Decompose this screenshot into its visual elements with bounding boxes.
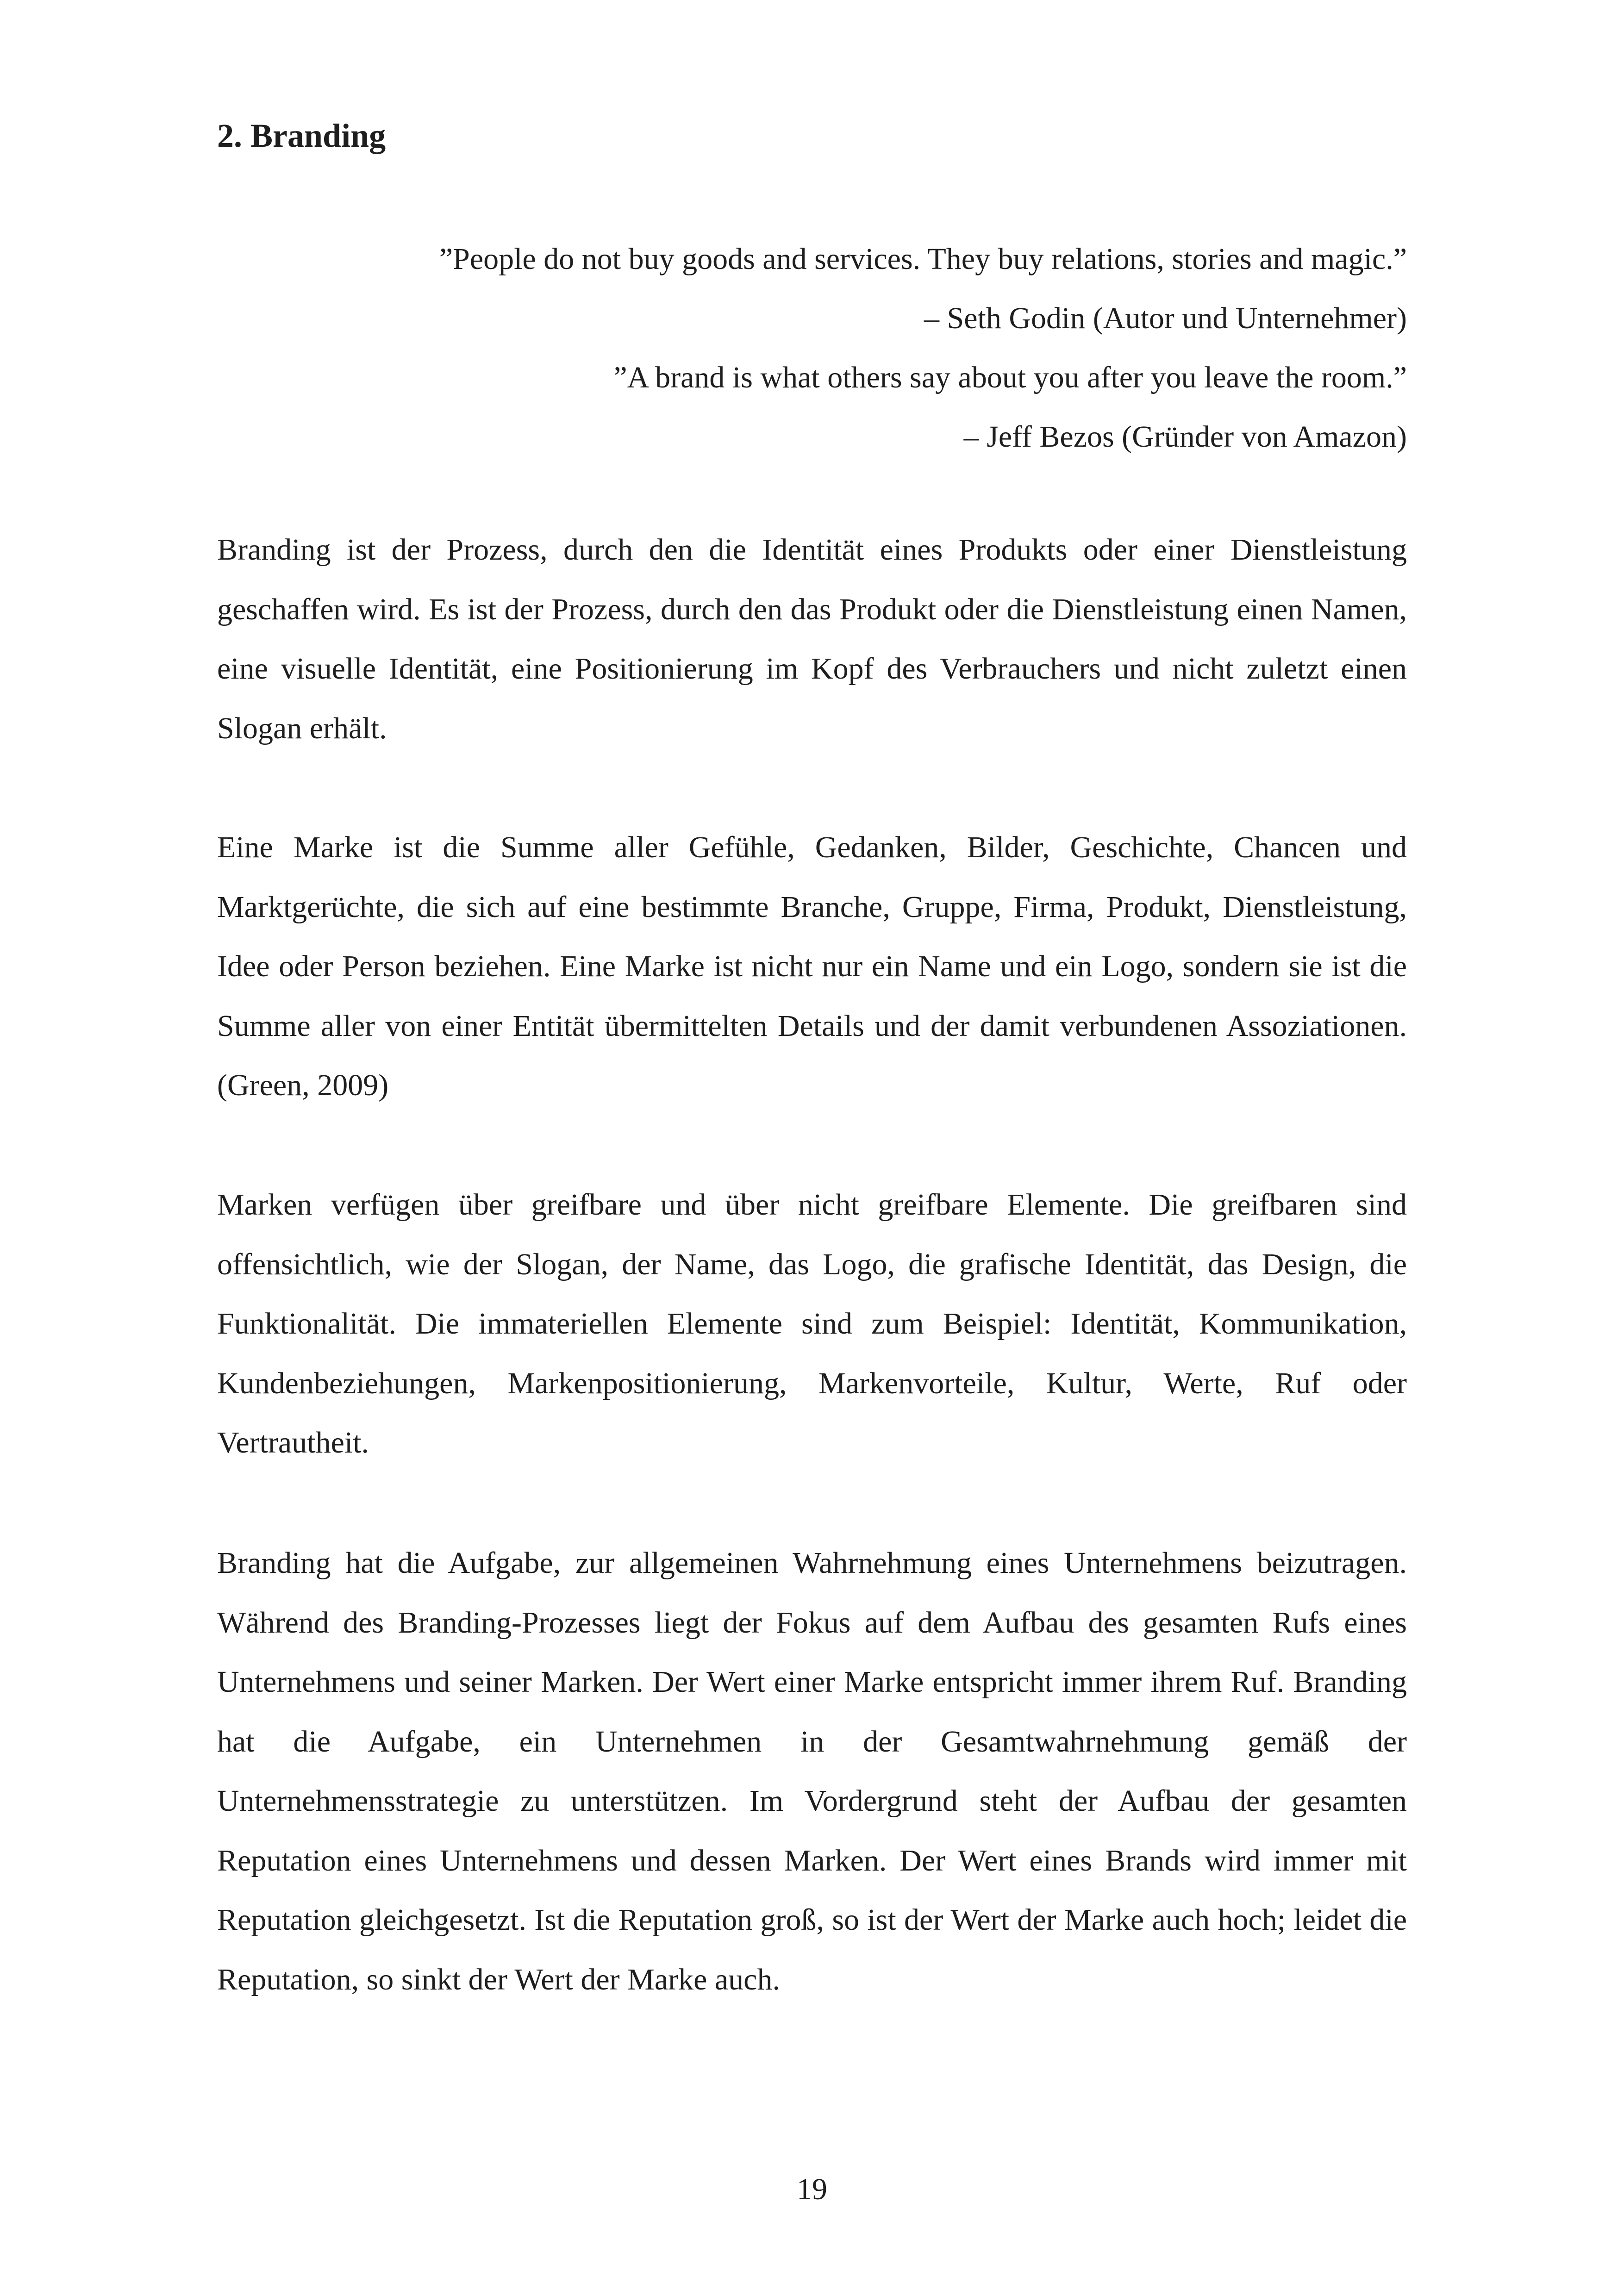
body-paragraph: Branding ist der Prozess, durch den die Identität eines Produkts oder einer Dienstleistung geschaffen wird. Es ist der Prozess, durch den das Produkt oder die Dienstleistung einen Namen, eine visuelle Identität, eine Positionierung im Kopf des Verbrauchers und nicht zuletzt einen Slogan erhält. [217, 533, 1407, 745]
page-number: 19 [797, 2172, 827, 2206]
body-paragraph: Branding hat die Aufgabe, zur allgemeinen Wahrnehmung eines Unternehmens beizutragen. Während des Branding-Prozesses liegt der Fokus auf dem Aufbau des gesamten Rufs eines Unternehmens und seiner Marken. Der Wert einer Marke entspricht immer ihrem Ruf. Branding hat die Aufgabe, ein Unternehmen in der Gesamtwahrnehmung gemäß der Unternehmensstrategie zu unterstützen. Im Vordergrund steht der Aufbau der gesamten Reputation eines Unternehmens und dessen Marken. Der Wert eines Brands wird immer mit Reputation gleichgesetzt. Ist die Reputation groß, so ist der Wert der Marke auch hoch; leidet die Reputation, so sinkt der Wert der Marke auch. [217, 1546, 1407, 1996]
quote-text: ”A brand is what others say about you after you leave the room.” [613, 361, 1407, 394]
section-heading: 2. Branding [217, 117, 386, 154]
quote-text: ”People do not buy goods and services. They buy relations, stories and magic.” [439, 242, 1407, 276]
quote-attribution: – Jeff Bezos (Gründer von Amazon) [963, 420, 1407, 454]
quote-attribution: – Seth Godin (Autor und Unternehmer) [924, 301, 1407, 335]
body-paragraph: Eine Marke ist die Summe aller Gefühle, Gedanken, Bilder, Geschichte, Chancen und Marktgerüchte, die sich auf eine bestimmte Branche, Gruppe, Firma, Produkt, Dienstleistung, Idee oder Person beziehen. Eine Marke ist nicht nur ein Name und ein Logo, sondern sie ist die Summe aller von einer Entität übermittelten Details und der damit verbundenen Assoziationen. (Green, 2009) [217, 830, 1407, 1102]
epigraph-quotes [217, 230, 1407, 467]
body-paragraph: Marken verfügen über greifbare und über nicht greifbare Elemente. Die greifbaren sind offensichtlich, wie der Slogan, der Name, das Logo, die grafische Identität, das Design, die Funktionalität. Die immateriellen Elemente sind zum Beispiel: Identität, Kommunikation, Kundenbeziehungen, Markenpositionierung, Markenvorteile, Kultur, Werte, Ruf oder Vertrautheit. [217, 1188, 1407, 1459]
